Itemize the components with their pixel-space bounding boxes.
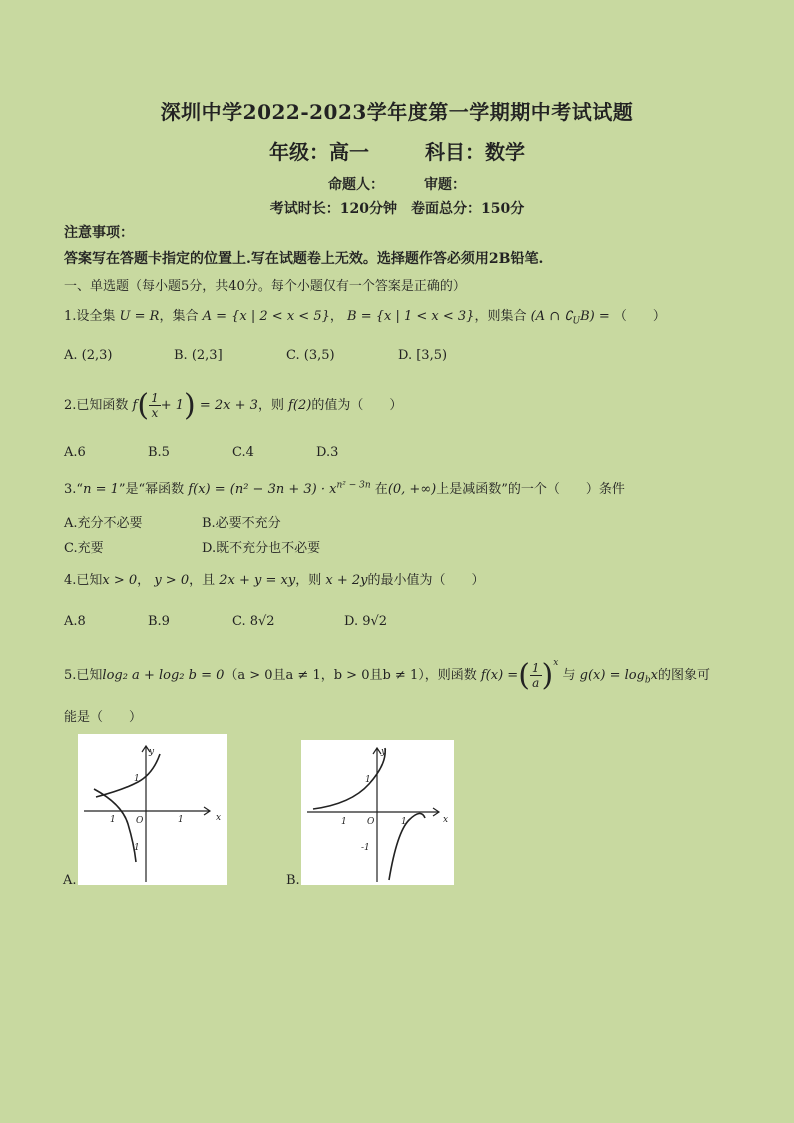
q1-option-a[interactable]: A. (2,3) xyxy=(64,348,113,363)
setter: 命题人： xyxy=(328,177,384,193)
q4-option-b[interactable]: B.9 xyxy=(148,614,170,629)
question-4: 4.已知x > 0， y > 0，且 2x + y = xy，则 x + 2y的最小值为（ ） xyxy=(64,573,485,588)
question-3-options-row1 xyxy=(64,512,281,531)
graph-b-tick-x1: 1 xyxy=(401,817,407,827)
graph-a-svg xyxy=(78,734,227,885)
graph-b[interactable] xyxy=(301,740,454,885)
q4-option-c[interactable]: C. 8√2 xyxy=(232,614,275,629)
q3-option-b[interactable]: B.必要不充分 xyxy=(202,516,281,531)
q1-option-d[interactable]: D. [3,5) xyxy=(398,348,448,363)
notes-text: 答案写在答题卡指定的位置上.写在试题卷上无效。选择题作答必须用2B铅笔. xyxy=(64,251,544,267)
set-u: U = R xyxy=(119,309,160,324)
notes-label: 注意事项： xyxy=(64,225,134,241)
graph-b-label[interactable]: B. xyxy=(286,873,300,888)
q3-option-d[interactable]: D.既不充分也不必要 xyxy=(202,541,321,556)
question-3-options-row2 xyxy=(64,537,320,556)
question-2-options xyxy=(64,445,338,460)
question-5: 5.已知log₂ a + log₂ b = 0（a > 0且a ≠ 1，b > 0且b ≠ 1），则函数 f(x) =( $\frac{1}{a}$ )$^x$ 与 $g(x) = \log_bx$的图象可 xyxy=(64,658,711,693)
log-function: $g(x) = \log_bx$ xyxy=(579,668,659,686)
section-1-heading: 一、单选题（每小题5分，共40分。每个小题仅有一个答案是正确的） xyxy=(64,279,466,294)
duration: 考试时长：120分钟 xyxy=(269,201,397,217)
question-4-options xyxy=(64,614,387,629)
set-b: B = {x | 1 < x < 3} xyxy=(347,309,475,324)
setter-line xyxy=(0,174,794,194)
graph-b-svg xyxy=(301,740,454,885)
graph-a-tick-yneg1: 1 xyxy=(134,843,140,853)
question-3: 3.“n = 1”是“幂函数 $f(x) = (n^2 - 3n + 3) \cdot x^{n^2 - 3n}$ 在(0, +∞)上是减函数”的一个（ ）条件 xyxy=(64,480,625,497)
graph-a[interactable] xyxy=(78,734,227,885)
exam-title: 深圳中学2022-2023学年度第一学期期中考试试题 xyxy=(160,100,634,124)
grade: 年级：高一 xyxy=(269,140,369,164)
graph-a-tick-xneg1: 1 xyxy=(110,815,116,825)
question-5-line2: 能是（ ） xyxy=(64,710,143,725)
graph-a-y-label: y xyxy=(149,747,155,757)
graph-b-tick-xneg1: 1 xyxy=(341,817,347,827)
total-score: 卷面总分：150分 xyxy=(411,201,525,217)
graph-a-tick-x1: 1 xyxy=(178,815,184,825)
reviewer: 审题： xyxy=(424,177,466,193)
q2-option-a[interactable]: A.6 xyxy=(64,445,86,460)
graph-a-origin: O xyxy=(136,816,144,826)
power-function: $f(x) = (n^2 - 3n + 3) \cdot x^{n^2 - 3n}$ xyxy=(188,480,371,497)
q1-option-b[interactable]: B. (2,3] xyxy=(174,348,223,363)
q2-option-c[interactable]: C.4 xyxy=(232,445,254,460)
question-1-options xyxy=(64,348,447,363)
graph-a-tick-y1: 1 xyxy=(134,774,140,784)
question-1: 1.设全集 U = R，集合 A = {x | 2 < x < 5}， B = {x | 1 < x < 3}，则集合 (A ∩ $∁_UB$) = （ ） xyxy=(64,309,666,327)
q4-option-a[interactable]: A.8 xyxy=(64,614,86,629)
graph-a-x-label: x xyxy=(216,813,222,823)
graph-b-tick-y1: 1 xyxy=(365,775,371,785)
graph-b-tick-yneg1: -1 xyxy=(361,843,370,853)
graph-a-exp-curve xyxy=(96,754,160,797)
subject: 科目：数学 xyxy=(425,140,525,164)
graph-b-y-label: y xyxy=(381,747,387,757)
q3-option-c[interactable]: C.充要 xyxy=(64,541,104,556)
graph-b-log-curve xyxy=(389,813,425,880)
q3-option-a[interactable]: A.充分不必要 xyxy=(64,516,143,531)
q2-option-d[interactable]: D.3 xyxy=(316,445,339,460)
set-a: A = {x | 2 < x < 5} xyxy=(202,309,330,324)
fraction-1-over-a: $\frac{1}{a}$ xyxy=(531,661,540,690)
duration-line xyxy=(0,198,794,218)
fraction-1-over-x: $\frac{1}{x}$ xyxy=(151,391,159,420)
graph-b-x-label: x xyxy=(443,815,449,825)
q1-option-c[interactable]: C. (3,5) xyxy=(286,348,335,363)
graph-a-log-curve xyxy=(94,789,136,862)
graph-b-exp-curve xyxy=(313,748,385,809)
complement-expr: (A ∩ $∁_UB$) = xyxy=(530,309,610,327)
question-2: 2.已知函数 f( $\frac{1}{x}$ + 1) = 2x + 3，则 f(2)的值为（ ） xyxy=(64,388,403,423)
q4-option-d[interactable]: D. 9√2 xyxy=(344,614,388,629)
q2-option-b[interactable]: B.5 xyxy=(148,445,170,460)
graph-a-label[interactable]: A. xyxy=(63,873,77,888)
graph-b-origin: O xyxy=(367,817,375,827)
grade-subject-line xyxy=(0,136,794,165)
